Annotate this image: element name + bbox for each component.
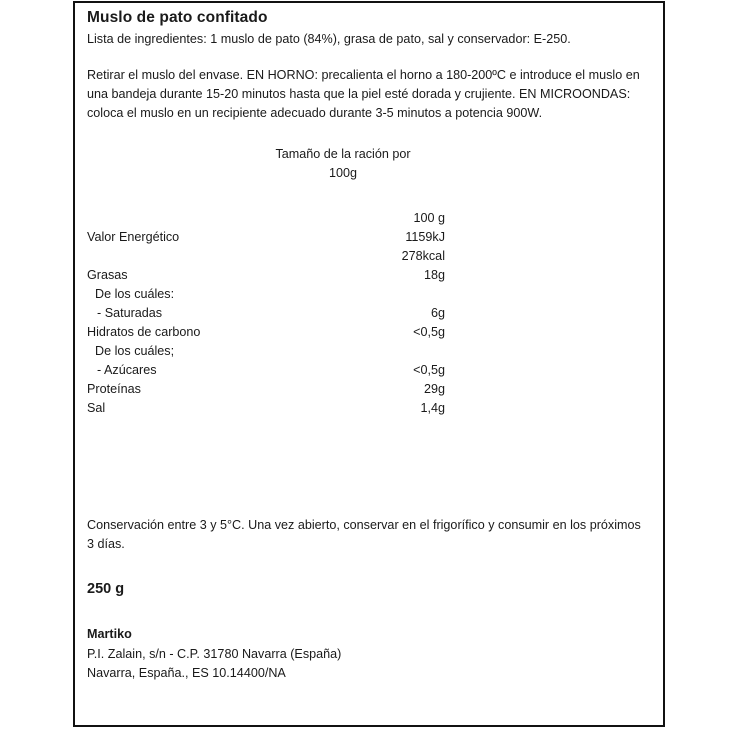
product-title: Muslo de pato confitado [87, 9, 268, 26]
nutrition-row-label: - Saturadas [97, 306, 163, 321]
nutrition-row [87, 247, 445, 266]
nutrition-row [87, 266, 445, 285]
nutrition-row-value: 29g [423, 382, 445, 397]
nutrition-header-blank [87, 209, 325, 228]
nutrition-row-value [325, 342, 445, 361]
nutrition-row-value [325, 285, 445, 304]
ingredients-text: Lista de ingredientes: 1 muslo de pato (84%), grasa de pato, sal y conservador: E-250. [87, 31, 571, 46]
nutrition-row [87, 228, 445, 247]
nutrition-row [87, 342, 445, 361]
serving-size-value: 100g [328, 166, 358, 181]
nutrition-row-value: 6g [430, 306, 445, 321]
nutrition-row-value: <0,5g [413, 363, 445, 378]
net-weight: 250 g [87, 580, 125, 597]
nutrition-row-label [87, 247, 325, 266]
nutrition-row-value: 18g [423, 268, 445, 283]
storage-instructions-text: Conservación entre 3 y 5°C. Una vez abierto, conservar en el frigorífico y consumir en los próximos 3 días. [87, 518, 641, 552]
nutrition-row-label: Sal [87, 401, 106, 416]
manufacturer-name: Martiko [87, 626, 132, 641]
manufacturer-address-line-2: Navarra, España., ES 10.14400/NA [87, 666, 286, 681]
nutrition-column-header: 100 g [413, 211, 445, 226]
nutrition-row-label: De los cuáles; [95, 344, 175, 359]
nutrition-row-label: Grasas [87, 268, 128, 283]
nutrition-row [87, 285, 445, 304]
nutrition-row [87, 304, 445, 323]
nutrition-row-value: 1,4g [420, 401, 445, 416]
nutrition-row-value: <0,5g [413, 325, 445, 340]
nutrition-column-header-row [87, 209, 445, 228]
nutrition-row-label: Proteínas [87, 382, 141, 397]
nutrition-table-body [87, 209, 445, 418]
nutrition-row-label: Hidratos de carbono [87, 325, 201, 340]
serving-size-header [87, 145, 651, 183]
nutrition-row-label: - Azúcares [97, 363, 157, 378]
nutrition-row-label: De los cuáles: [95, 287, 175, 302]
preparation-instructions-text: Retirar el muslo del envase. EN HORNO: precalienta el horno a 180-200ºC e introduce el muslo en una bandeja durante 15-20 minutos hasta que la piel esté dorada y crujiente. EN MICROONDAS: coloca el muslo en un recipiente adecuado durante 3-5 minutos a potencia 900W. [87, 67, 640, 121]
nutrition-row [87, 361, 445, 380]
serving-size-label: Tamaño de la ración por [275, 147, 411, 162]
nutrition-row [87, 323, 445, 342]
nutrition-row-value: 278kcal [401, 249, 445, 264]
spacer [87, 49, 651, 66]
label-content [75, 3, 663, 684]
nutrition-table [87, 209, 445, 418]
nutrition-row-value: 1159kJ [405, 230, 445, 245]
nutrition-row [87, 399, 445, 418]
nutrition-row [87, 380, 445, 399]
manufacturer-address-line-1: P.I. Zalain, s/n - C.P. 31780 Navarra (España) [87, 646, 342, 661]
nutrition-row-label: Valor Energético [87, 230, 180, 245]
manufacturer-block [87, 625, 651, 685]
nutrition-label-panel [73, 1, 665, 727]
